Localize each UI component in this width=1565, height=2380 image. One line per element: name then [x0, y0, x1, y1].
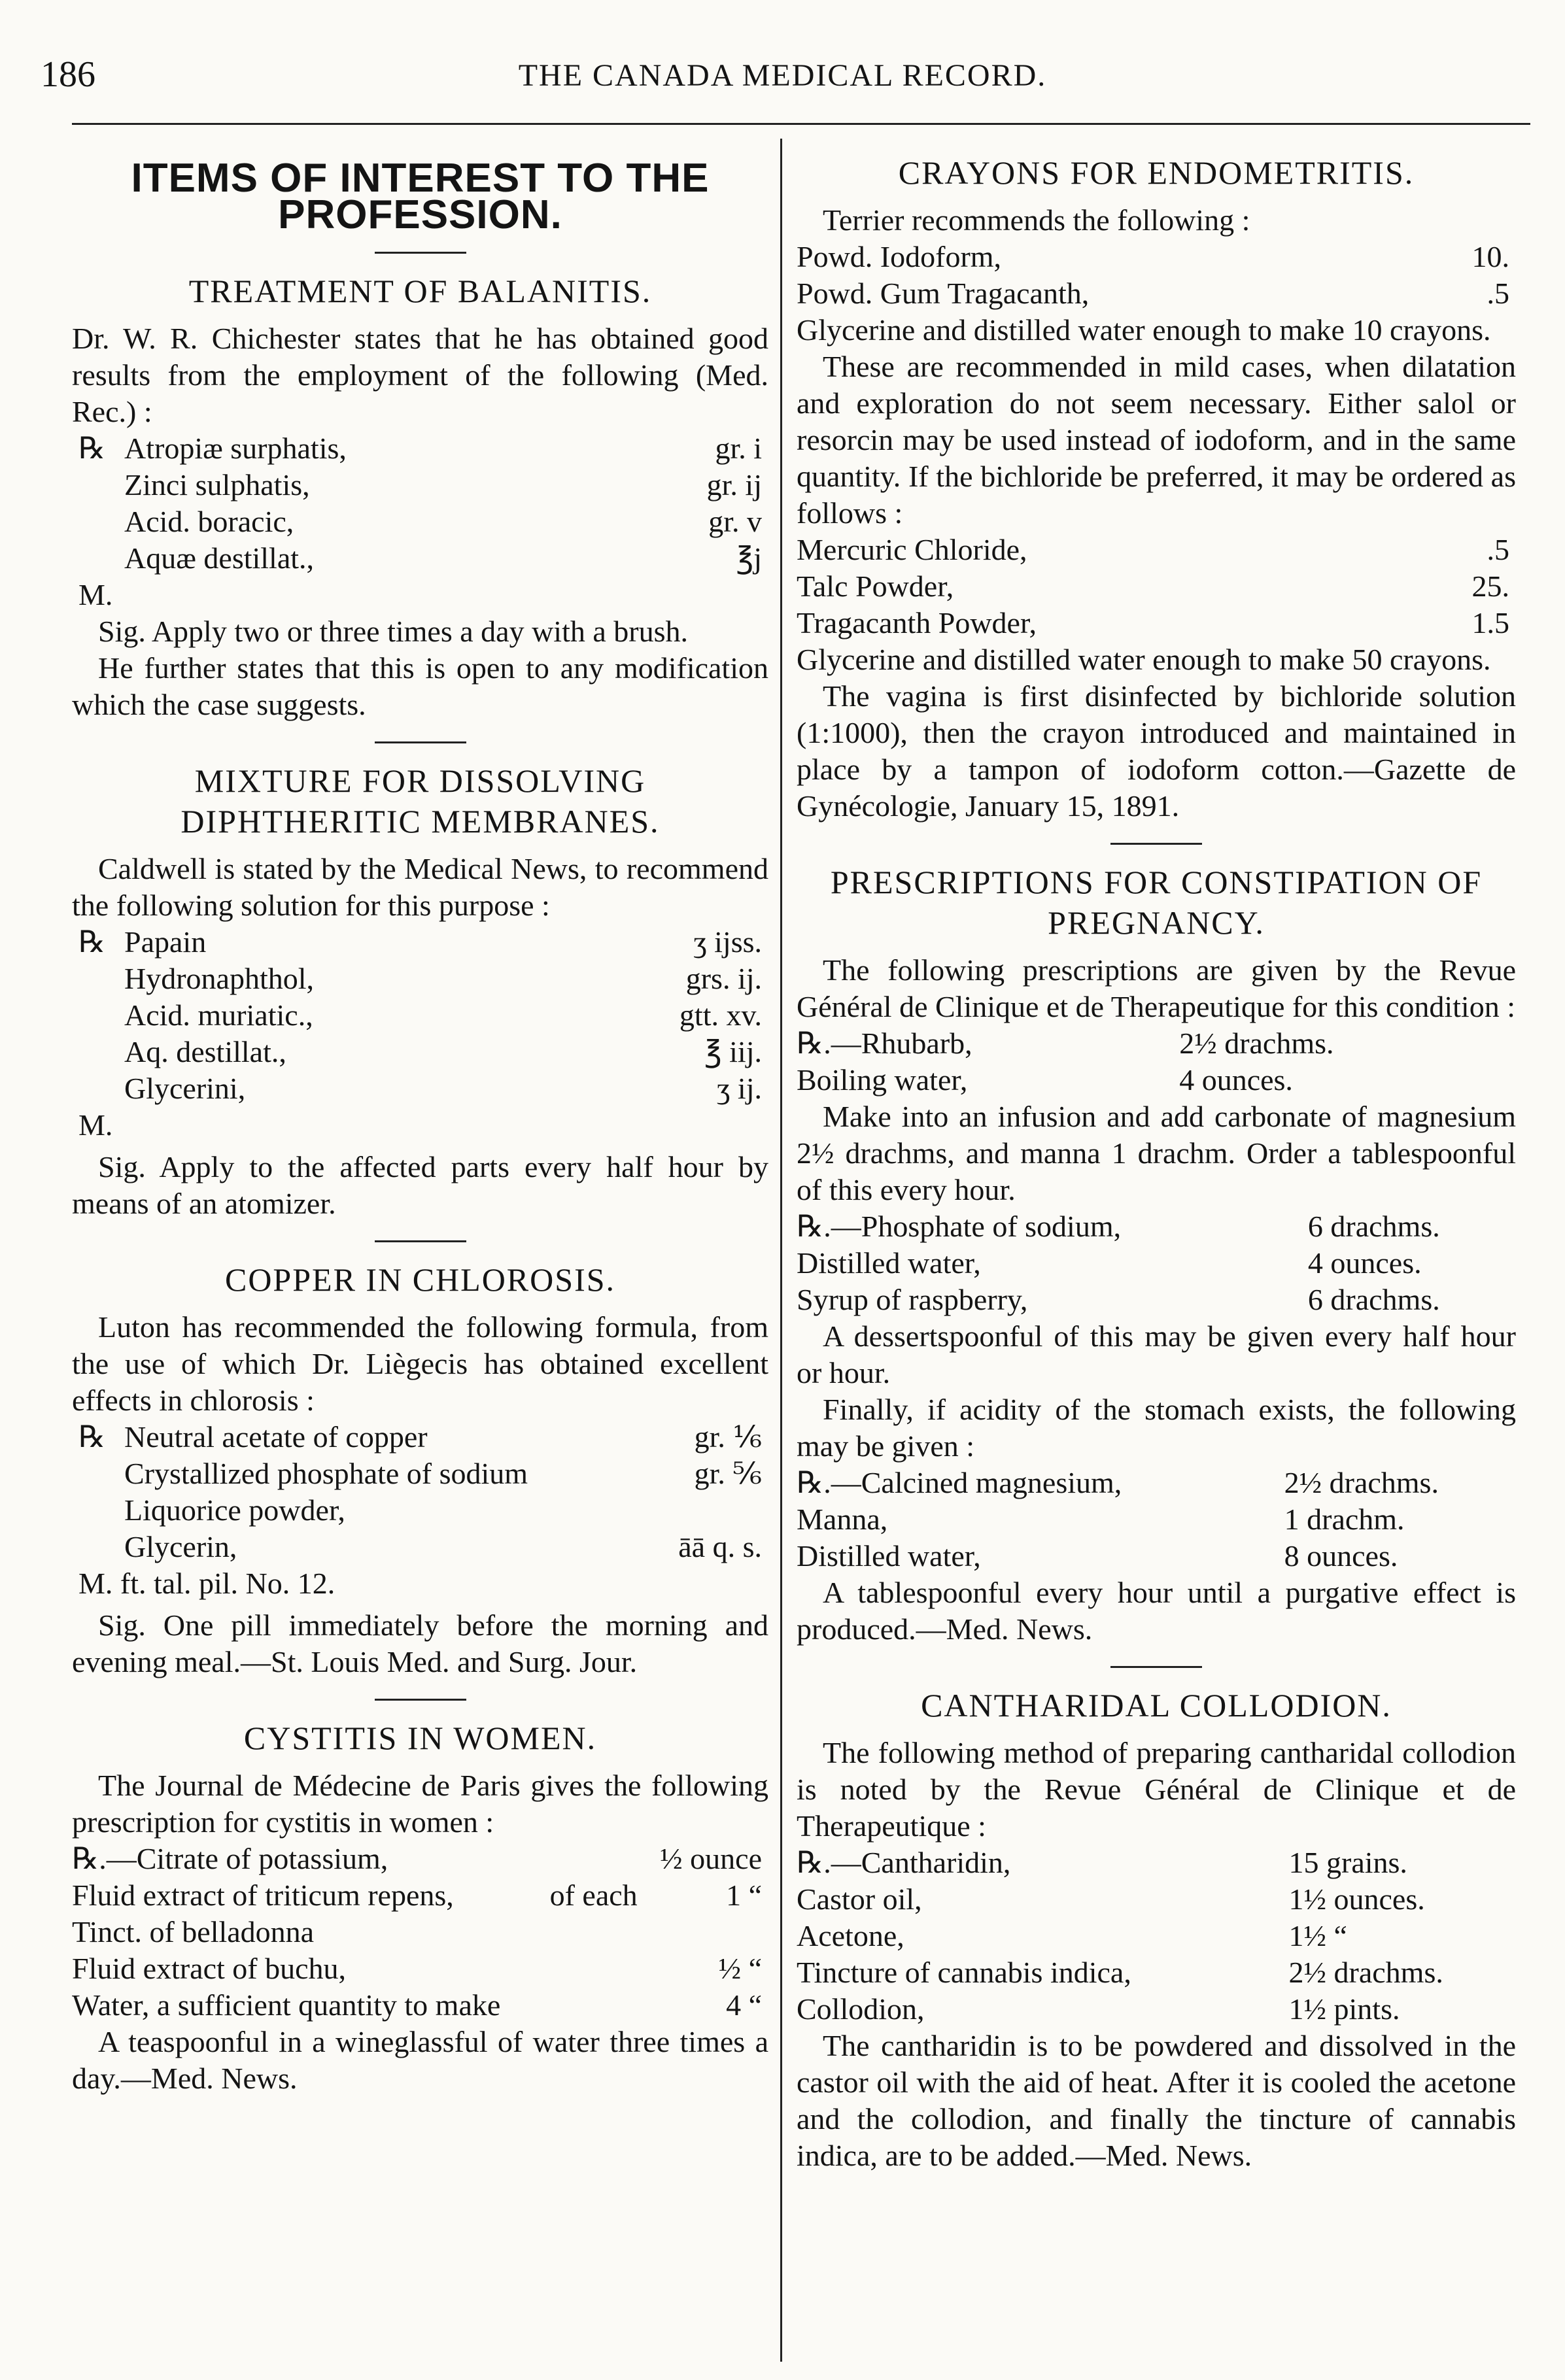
rx-ingredient: Glycerini, [124, 1072, 246, 1105]
rx-quantity [647, 1914, 768, 1950]
article-title: PRESCRIPTIONS FOR CONSTIPATION OF PREGNANCY. [830, 864, 1483, 941]
article-paragraph: Glycerine and distilled water enough to make 50 crayons. [797, 643, 1491, 676]
rx-symbol [72, 960, 124, 997]
article-note: He further states that this is open to any modification which the case suggests. [72, 651, 768, 721]
rx-signa: Sig. Apply to the affected parts every half hour by means of an atomizer. [72, 1150, 768, 1220]
article-intro: The following method of preparing cantharidal collodion is noted by the Revue Général de Clinique et de Therapeutique : [797, 1736, 1516, 1843]
rx-symbol [72, 1034, 124, 1070]
article-cystitis [72, 1718, 768, 2097]
rx-ingredient: ℞.—Phosphate of sodium, [797, 1210, 1122, 1243]
article-paragraph: Glycerine and distilled water enough to make 10 crayons. [797, 313, 1491, 347]
prescription-table [797, 239, 1516, 312]
article-constipation [797, 862, 1516, 1648]
article-endometritis [797, 152, 1516, 824]
rx-ingredient: ℞.—Calcined magnesium, [797, 1466, 1122, 1499]
rx-ingredient: Acetone, [797, 1919, 904, 1952]
rx-ingredient: Crystallized phosphate of sodium [124, 1457, 528, 1490]
rx-quantity: 6 drachms. [1307, 1283, 1440, 1316]
rx-ingredient: Mercuric Chloride, [797, 533, 1027, 566]
header-rule [72, 123, 1530, 125]
rx-quantity: gr. ⅚ [694, 1457, 762, 1490]
rx-quantity: .5 [1487, 277, 1509, 310]
rx-misce: M. [78, 578, 113, 611]
rx-ingredient: Glycerin, [124, 1530, 237, 1563]
article-closing: A teaspoonful in a wineglassful of water three times a day.—Med. News. [72, 2025, 768, 2095]
rx-ingredient: ℞.—Citrate of potassium, [72, 1842, 388, 1875]
article-paragraph: A tablespoonful every hour until a purgative effect is produced.—Med. News. [797, 1576, 1516, 1646]
rx-symbol [72, 997, 124, 1034]
rx-quantity: gr. v [708, 505, 762, 538]
separator [375, 741, 466, 743]
rx-quantity: 1 “ [726, 1878, 762, 1912]
rx-ingredient: Distilled water, [797, 1246, 981, 1280]
prescription-table [72, 430, 768, 577]
article-title: MIXTURE FOR DISSOLVING DIPHTHERITIC MEMBRANES. [181, 762, 660, 840]
rx-ingredient: Castor oil, [797, 1882, 922, 1916]
prescription-table [797, 1208, 1516, 1318]
prescription-table [72, 1419, 768, 1565]
rx-ingredient: Tincture of cannabis indica, [797, 1956, 1131, 1989]
left-column [72, 147, 768, 2097]
rx-signa: Sig. Apply two or three times a day with a brush. [98, 615, 688, 648]
rx-symbol [72, 1455, 124, 1492]
article-balanitis [72, 271, 768, 723]
article-intro: Terrier recommends the following : [823, 203, 1250, 237]
rx-ingredient: Distilled water, [797, 1539, 981, 1572]
rx-symbol: ℞ [78, 925, 106, 959]
column-divider [780, 139, 782, 2362]
rx-ingredient: Collodion, [797, 1992, 925, 2026]
separator [1110, 1666, 1202, 1668]
rx-quantity: ʒ ij. [717, 1072, 762, 1105]
rx-symbol: ℞ [78, 432, 106, 465]
rx-symbol [72, 540, 124, 577]
article-paragraph: A dessertspoonful of this may be given every half hour or hour. [797, 1319, 1516, 1389]
rx-quantity: 2½ drachms. [1288, 1956, 1443, 1989]
rx-ingredient: Zinci sulphatis, [124, 468, 310, 502]
prescription-table [797, 1465, 1516, 1574]
rx-quantity: 8 ounces. [1284, 1539, 1398, 1572]
rx-quantity: 2½ drachms. [1179, 1027, 1334, 1060]
rx-ingredient: Acid. boracic, [124, 505, 294, 538]
rx-ingredient: Powd. Iodoform, [797, 240, 1002, 273]
right-column [797, 147, 1516, 2174]
rx-ingredient: ℞.—Cantharidin, [797, 1846, 1011, 1879]
rx-quantity: gr. i [715, 432, 762, 465]
rx-quantity: ʒ ijss. [693, 925, 762, 959]
rx-quantity: gtt. xv. [679, 998, 762, 1032]
article-chlorosis [72, 1259, 768, 1680]
rx-ingredient: Water, a sufficient quantity to make [72, 1988, 501, 2022]
separator [375, 1240, 466, 1242]
rx-ingredient: ℞.—Rhubarb, [797, 1027, 972, 1060]
rx-ingredient: Tragacanth Powder, [797, 606, 1037, 639]
rx-pill-directions: M. ft. tal. pil. No. 12. [78, 1567, 335, 1600]
separator [375, 252, 466, 254]
rx-quantity [651, 1492, 768, 1529]
rx-symbol [72, 467, 124, 503]
article-paragraph: These are recommended in mild cases, when dilatation and exploration do not seem necessary. Either salol or resorcin may be used instead of iodoform, and in the same quantity. If the bichloride be preferred, it may be ordered as follows : [797, 350, 1516, 530]
rx-misce: M. [78, 1108, 113, 1142]
rx-quantity: 1.5 [1471, 606, 1509, 639]
rx-symbol: ℞ [78, 1420, 106, 1454]
article-diphtheritic [72, 760, 768, 1222]
rx-note [550, 1841, 647, 1877]
rx-symbol [72, 1529, 124, 1565]
article-paragraph: Make into an infusion and add carbonate of magnesium 2½ drachms, and manna 1 drachm. Order a tablespoonful of this every hour. [797, 1100, 1516, 1206]
rx-ingredient: Atropiæ surphatis, [124, 432, 347, 465]
rx-quantity: 1½ ounces. [1288, 1882, 1425, 1916]
rx-quantity: 4 ounces. [1179, 1063, 1293, 1096]
article-title: CYSTITIS IN WOMEN. [243, 1720, 597, 1756]
prescription-table [797, 1844, 1516, 2028]
rx-ingredient: Neutral acetate of copper [124, 1420, 428, 1454]
rx-quantity: 6 drachms. [1307, 1210, 1440, 1243]
section-main-title: ITEMS OF INTEREST TO THE PROFESSION. [131, 156, 710, 237]
article-title: CRAYONS FOR ENDOMETRITIS. [898, 154, 1415, 191]
prescription-table [797, 532, 1516, 641]
rx-quantity: 2½ drachms. [1284, 1466, 1439, 1499]
article-collodion [797, 1685, 1516, 2174]
rx-ingredient: Liquorice powder, [124, 1493, 345, 1527]
rx-quantity: 4 “ [726, 1988, 762, 2022]
prescription-table [72, 1841, 768, 2024]
rx-ingredient: Tinct. of belladonna [72, 1915, 315, 1948]
rx-note [550, 1950, 647, 1987]
article-title: TREATMENT OF BALANITIS. [188, 273, 652, 309]
rx-quantity: 1 drachm. [1284, 1503, 1405, 1536]
rx-quantity: 1½ pints. [1288, 1992, 1400, 2026]
rx-note: of each [549, 1878, 638, 1912]
rx-ingredient: Fluid extract of buchu, [72, 1952, 347, 1985]
rx-ingredient: Papain [124, 925, 207, 959]
article-paragraph: The cantharidin is to be powdered and dissolved in the castor oil with the aid of heat. After it is cooled the acetone and the collodion, and finally the tincture of cannabis indica, are to be added.—Med. News. [797, 2029, 1516, 2172]
rx-ingredient: Boiling water, [797, 1063, 968, 1096]
rx-quantity: 1½ “ [1288, 1919, 1347, 1952]
rx-signa: Sig. One pill immediately before the morning and evening meal.—St. Louis Med. and Surg. Jour. [72, 1608, 768, 1678]
separator [375, 1699, 466, 1701]
rx-quantity: ℥j [736, 541, 762, 575]
article-paragraph: Finally, if acidity of the stomach exists, the following may be given : [797, 1393, 1516, 1463]
running-title: THE CANADA MEDICAL RECORD. [518, 58, 1047, 93]
rx-quantity: gr. ij [706, 468, 762, 502]
rx-ingredient: Aq. destillat., [124, 1035, 286, 1068]
article-title: CANTHARIDAL COLLODION. [921, 1687, 1392, 1724]
rx-quantity: grs. ij. [685, 962, 762, 995]
rx-symbol [72, 1492, 124, 1529]
rx-ingredient: Fluid extract of triticum repens, [72, 1878, 454, 1912]
rx-quantity: gr. ⅙ [694, 1420, 762, 1454]
rx-quantity: .5 [1487, 533, 1509, 566]
rx-ingredient: Hydronaphthol, [124, 962, 315, 995]
article-intro: Dr. W. R. Chichester states that he has obtained good results from the employment of the following (Med. Rec.) : [72, 322, 768, 428]
article-intro: The following prescriptions are given by the Revue Général de Clinique et de Therapeutique for this condition : [797, 953, 1516, 1023]
prescription-table [797, 1025, 1516, 1098]
prescription-table [72, 924, 768, 1107]
rx-note [550, 1987, 647, 2024]
rx-ingredient: Syrup of raspberry, [797, 1283, 1028, 1316]
rx-quantity: ½ ounce [660, 1842, 762, 1875]
rx-quantity: 4 ounces. [1307, 1246, 1422, 1280]
separator [1110, 843, 1202, 845]
article-paragraph: The vagina is first disinfected by bichloride solution (1:1000), then the crayon introduced and maintained in place by a tampon of iodoform cotton.—Gazette de Gynécologie, January 15, 1891. [797, 679, 1516, 823]
rx-quantity: 25. [1471, 570, 1509, 603]
rx-quantity: ℥ iij. [704, 1035, 762, 1068]
rx-quantity: 10. [1471, 240, 1509, 273]
rx-quantity: ½ “ [718, 1952, 762, 1985]
rx-quantity: āā q. s. [678, 1530, 762, 1563]
rx-note [550, 1914, 647, 1950]
rx-ingredient: Powd. Gum Tragacanth, [797, 277, 1090, 310]
rx-ingredient: Manna, [797, 1503, 888, 1536]
page-header [0, 46, 1565, 105]
article-intro: Caldwell is stated by the Medical News, to recommend the following solution for this purpose : [72, 852, 768, 922]
rx-quantity: 15 grains. [1288, 1846, 1407, 1879]
rx-ingredient: Talc Powder, [797, 570, 954, 603]
page-number: 186 [41, 54, 95, 95]
rx-ingredient: Aquæ destillat., [124, 541, 315, 575]
rx-symbol [72, 1070, 124, 1107]
rx-symbol [72, 503, 124, 540]
article-intro: The Journal de Médecine de Paris gives the following prescription for cystitis in women : [72, 1769, 768, 1839]
article-intro: Luton has recommended the following formula, from the use of which Dr. Liègecis has obtained excellent effects in chlorosis : [72, 1310, 768, 1417]
rx-ingredient: Acid. muriatic., [124, 998, 313, 1032]
article-title: COPPER IN CHLOROSIS. [224, 1261, 616, 1298]
